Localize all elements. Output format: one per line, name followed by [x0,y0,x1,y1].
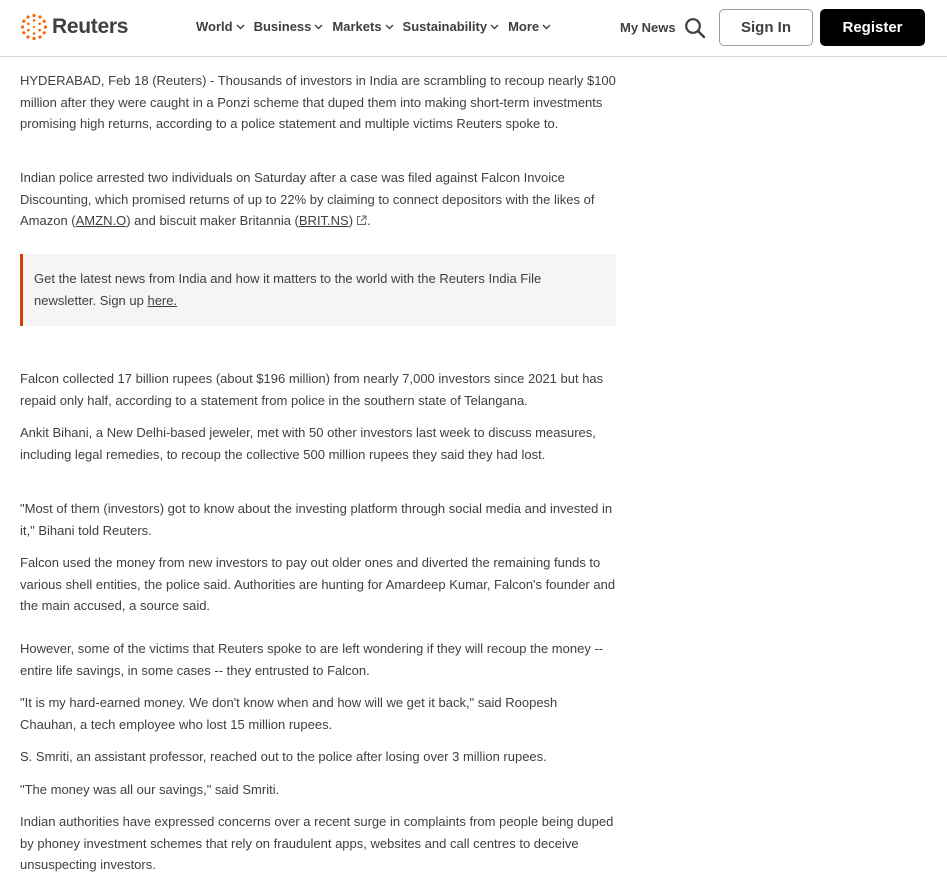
paragraph-text: Indian police arrested two individuals on Saturday after a case was filed against Falcon Invoice Discounting, which promised returns of up to 22% by claiming to connect depositors with the likes of Amazon ( [20,170,595,228]
nav-label: World [196,19,233,34]
article-paragraph: HYDERABAD, Feb 18 (Reuters) - Thousands of investors in India are scrambling to recoup nearly $100 million after they were caught in a Ponzi scheme that duped them into making short-term investments promising high returns, according to a police statement and multiple victims Reuters spoke to. [20,73,616,131]
chevron-down-icon [236,24,245,30]
article-paragraph [20,167,616,232]
reuters-logo-icon [20,13,48,41]
article-paragraph: "It is my hard-earned money. We don't know when and how will we get it back," said Roopesh Chauhan, a tech employee who lost 15 million rupees. [20,695,558,732]
article-paragraph: Ankit Bihani, a New Delhi-based jeweler, met with 50 other investors last week to discuss measures, including legal remedies, to recoup the collective 500 million rupees they said they had lost. [20,425,596,462]
ticker-link-amzn[interactable]: AMZN.O [75,213,127,228]
article-paragraph: Falcon used the money from new investors to pay out older ones and diverted the remaining funds to various shell entities, the police said. Authorities are hunting for Amardeep Kumar, Falcon's founder and the main accused, a source said. [20,555,616,613]
nav-label: Sustainability [402,19,488,34]
nav-business[interactable] [254,19,324,34]
logo-wordmark: Reuters [52,15,129,38]
nav-sustainability[interactable] [403,19,500,34]
main-nav [196,19,560,34]
newsletter-callout [20,254,616,326]
paragraph-text: . [367,213,371,228]
nav-more[interactable] [508,19,551,34]
article-paragraph: "The money was all our savings," said Smriti. [20,782,280,797]
my-news-link[interactable]: My News [620,20,676,35]
nav-markets[interactable] [332,19,393,34]
site-header [0,0,947,57]
paragraph-text: ) and biscuit maker Britannia ( [126,213,299,228]
chevron-down-icon [490,24,499,30]
newsletter-signup-link[interactable]: here. [147,292,178,308]
register-button[interactable]: Register [820,9,925,46]
search-icon[interactable] [684,17,706,39]
article-paragraph: Indian authorities have expressed concerns over a recent surge in complaints from people being duped by phoney investment schemes that rely on fraudulent apps, websites and call centres to deceive unsuspecting investors. [20,814,614,872]
chevron-down-icon [314,24,323,30]
article-paragraph: Falcon collected 17 billion rupees (about $196 million) from nearly 7,000 investors since 2021 but has repaid only half, according to a statement from police in the southern state of Telangana. [20,371,604,408]
nav-world[interactable] [196,19,245,34]
chevron-down-icon [385,24,394,30]
sign-in-button[interactable]: Sign In [719,9,813,46]
article-paragraph: "Most of them (investors) got to know about the investing platform through social media and invested in it," Bihani told Reuters. [20,501,613,538]
nav-label: Markets [332,19,382,34]
paragraph-text: ) [348,213,354,228]
reuters-logo[interactable] [20,13,128,41]
callout-text [34,268,602,311]
chevron-down-icon [542,24,551,30]
nav-label: More [508,19,540,34]
callout-body: Get the latest news from India and how it matters to the world with the Reuters India File newsletter. Sign up [34,271,542,308]
external-link-icon [356,215,367,226]
article-paragraph: However, some of the victims that Reuters spoke to are left wondering if they will recoup the money -- entire life savings, in some cases -- they entrusted to Falcon. [20,641,604,678]
article-paragraph: S. Smriti, an assistant professor, reached out to the police after losing over 3 million rupees. [20,749,547,764]
nav-label: Business [253,19,312,34]
ticker-link-brit[interactable]: BRIT.NS [298,213,349,228]
